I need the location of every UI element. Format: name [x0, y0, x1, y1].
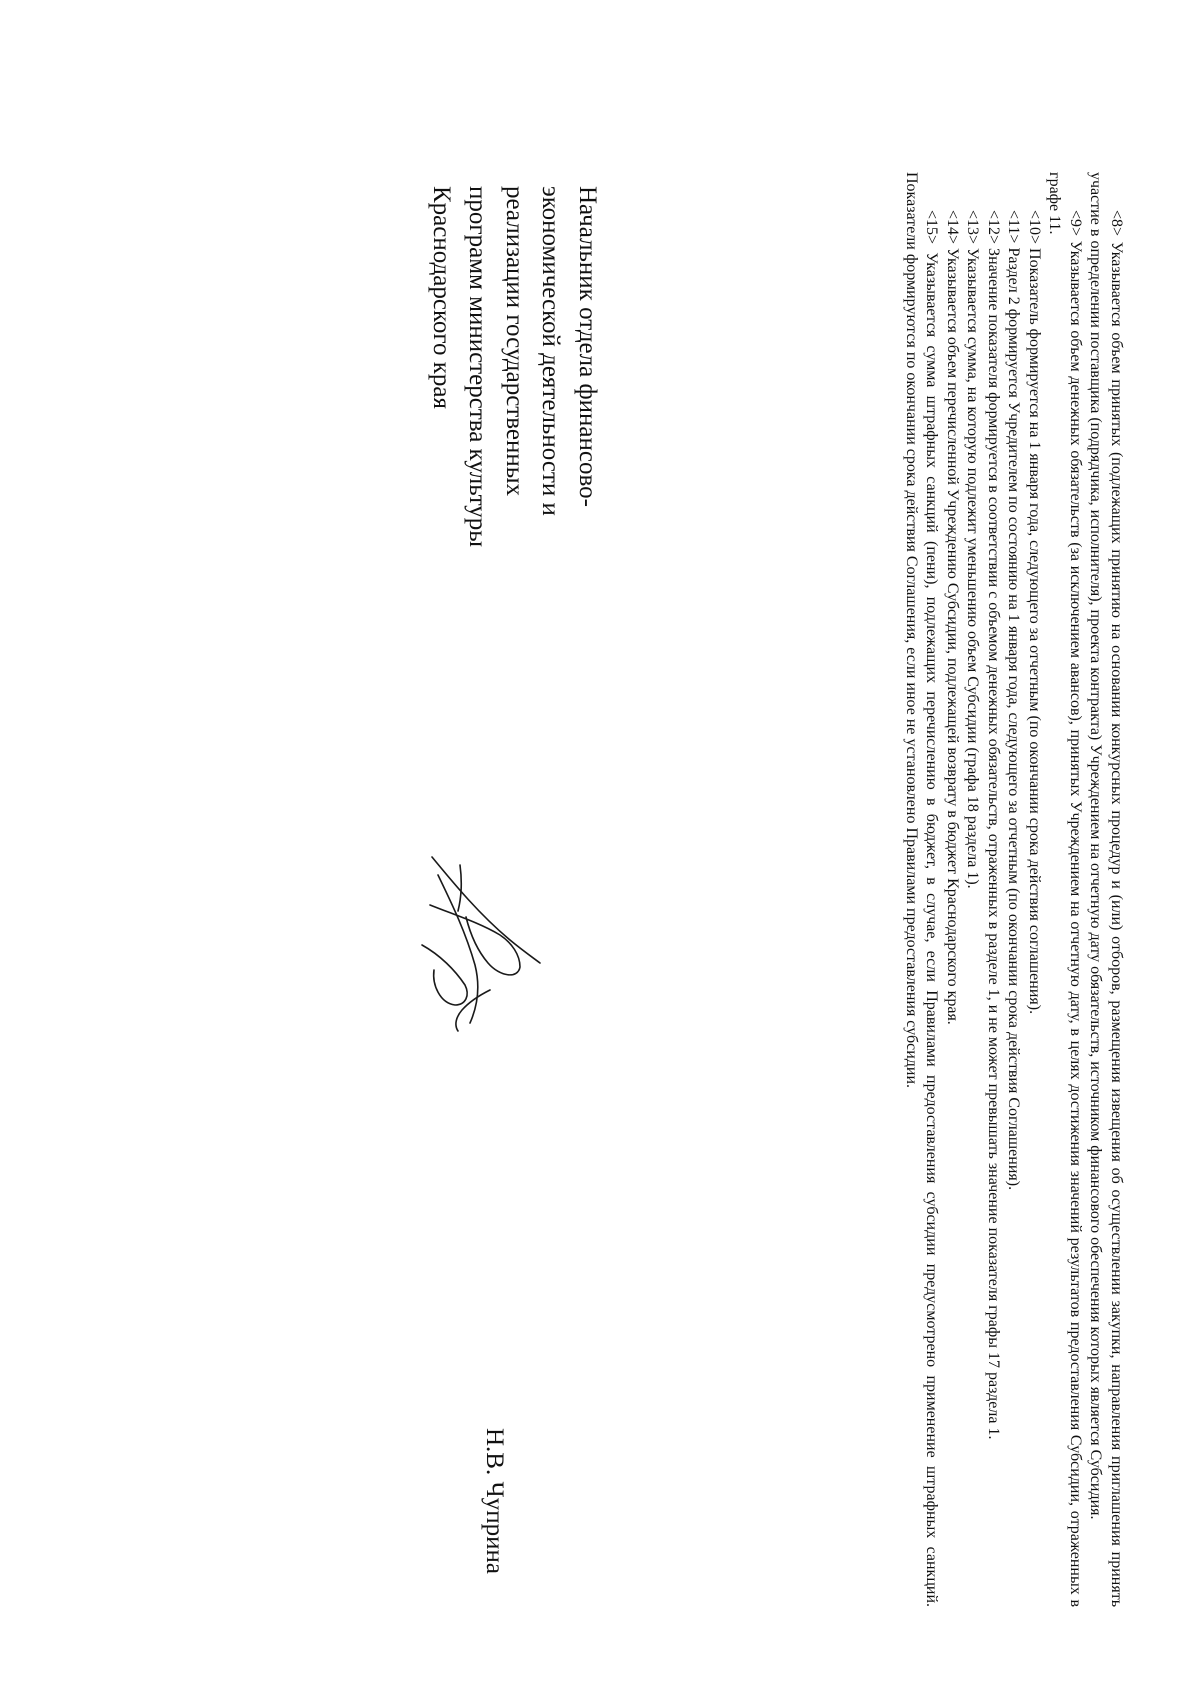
footnote-14: <14> Указывается объем перечисленной Учреждению Субсидии, подлежащей возврату в бюджет Краснодарского края. [944, 210, 961, 1025]
footnote-11: <11> Раздел 2 формируется Учредителем по состоянию на 1 января года, следующего за отчетным (по окончании срока действия Соглашения). [1005, 210, 1023, 1191]
footnotes [901, 172, 1127, 1607]
footnote-8: <8> Указывается объем принятых (подлежащих принятию на основании конкурсных процедур и (или) отборов, размещения извещения об осуществлении закупки, направления приглашения принять участие в определении поставщика (подрядчика, исполнителя), проекта контракта) Учреждением на отчетную дату обязательств, источником финансового обеспечения которых является Субсидия. [1087, 172, 1125, 1607]
handwritten-signature [415, 845, 550, 1035]
footnote-13: <13> Указывается сумма, на которую подлежит уменьшению объем Субсидии (графа 18 раздела 1). [964, 210, 982, 889]
position-line: экономической деятельности и [537, 186, 565, 516]
footnote-15: <15> Указывается сумма штрафных санкций (пени), подлежащих перечислению в бюджет, в случае, если Правилами предоставления субсидии предусмотрено применение штрафных санкций. Показатели формируются по окончании срока действия Соглашения, если иное не установлено Правилами предоставления субсидии. [903, 172, 941, 1607]
footnote-9: <9> Указывается объем денежных обязательств (за исключением авансов), принятых Учреждением на отчетную дату, в целях достижения значений результатов предоставления Субсидии, отраженных в графе 11. [1046, 172, 1084, 1607]
signatory-name: Н.В. Чуприна [481, 1428, 508, 1574]
position-line: Начальник отдела финансово- [574, 186, 601, 507]
position-line: программ министерства культуры [464, 186, 492, 548]
position-line: Краснодарского края [428, 186, 455, 409]
position-line: реализации государственных [501, 186, 528, 497]
footnote-10: <10> Показатель формируется на 1 января года, следующего за отчетным (по окончании срока действия соглашения). [1026, 210, 1043, 1015]
signatory-position [423, 186, 606, 706]
footnote-12: <12> Значение показателя формируется в соответствии с объемом денежных обязательств, отраженных в разделе 1, и не может превышать значение показателя графы 17 раздела 1. [985, 210, 1002, 1440]
